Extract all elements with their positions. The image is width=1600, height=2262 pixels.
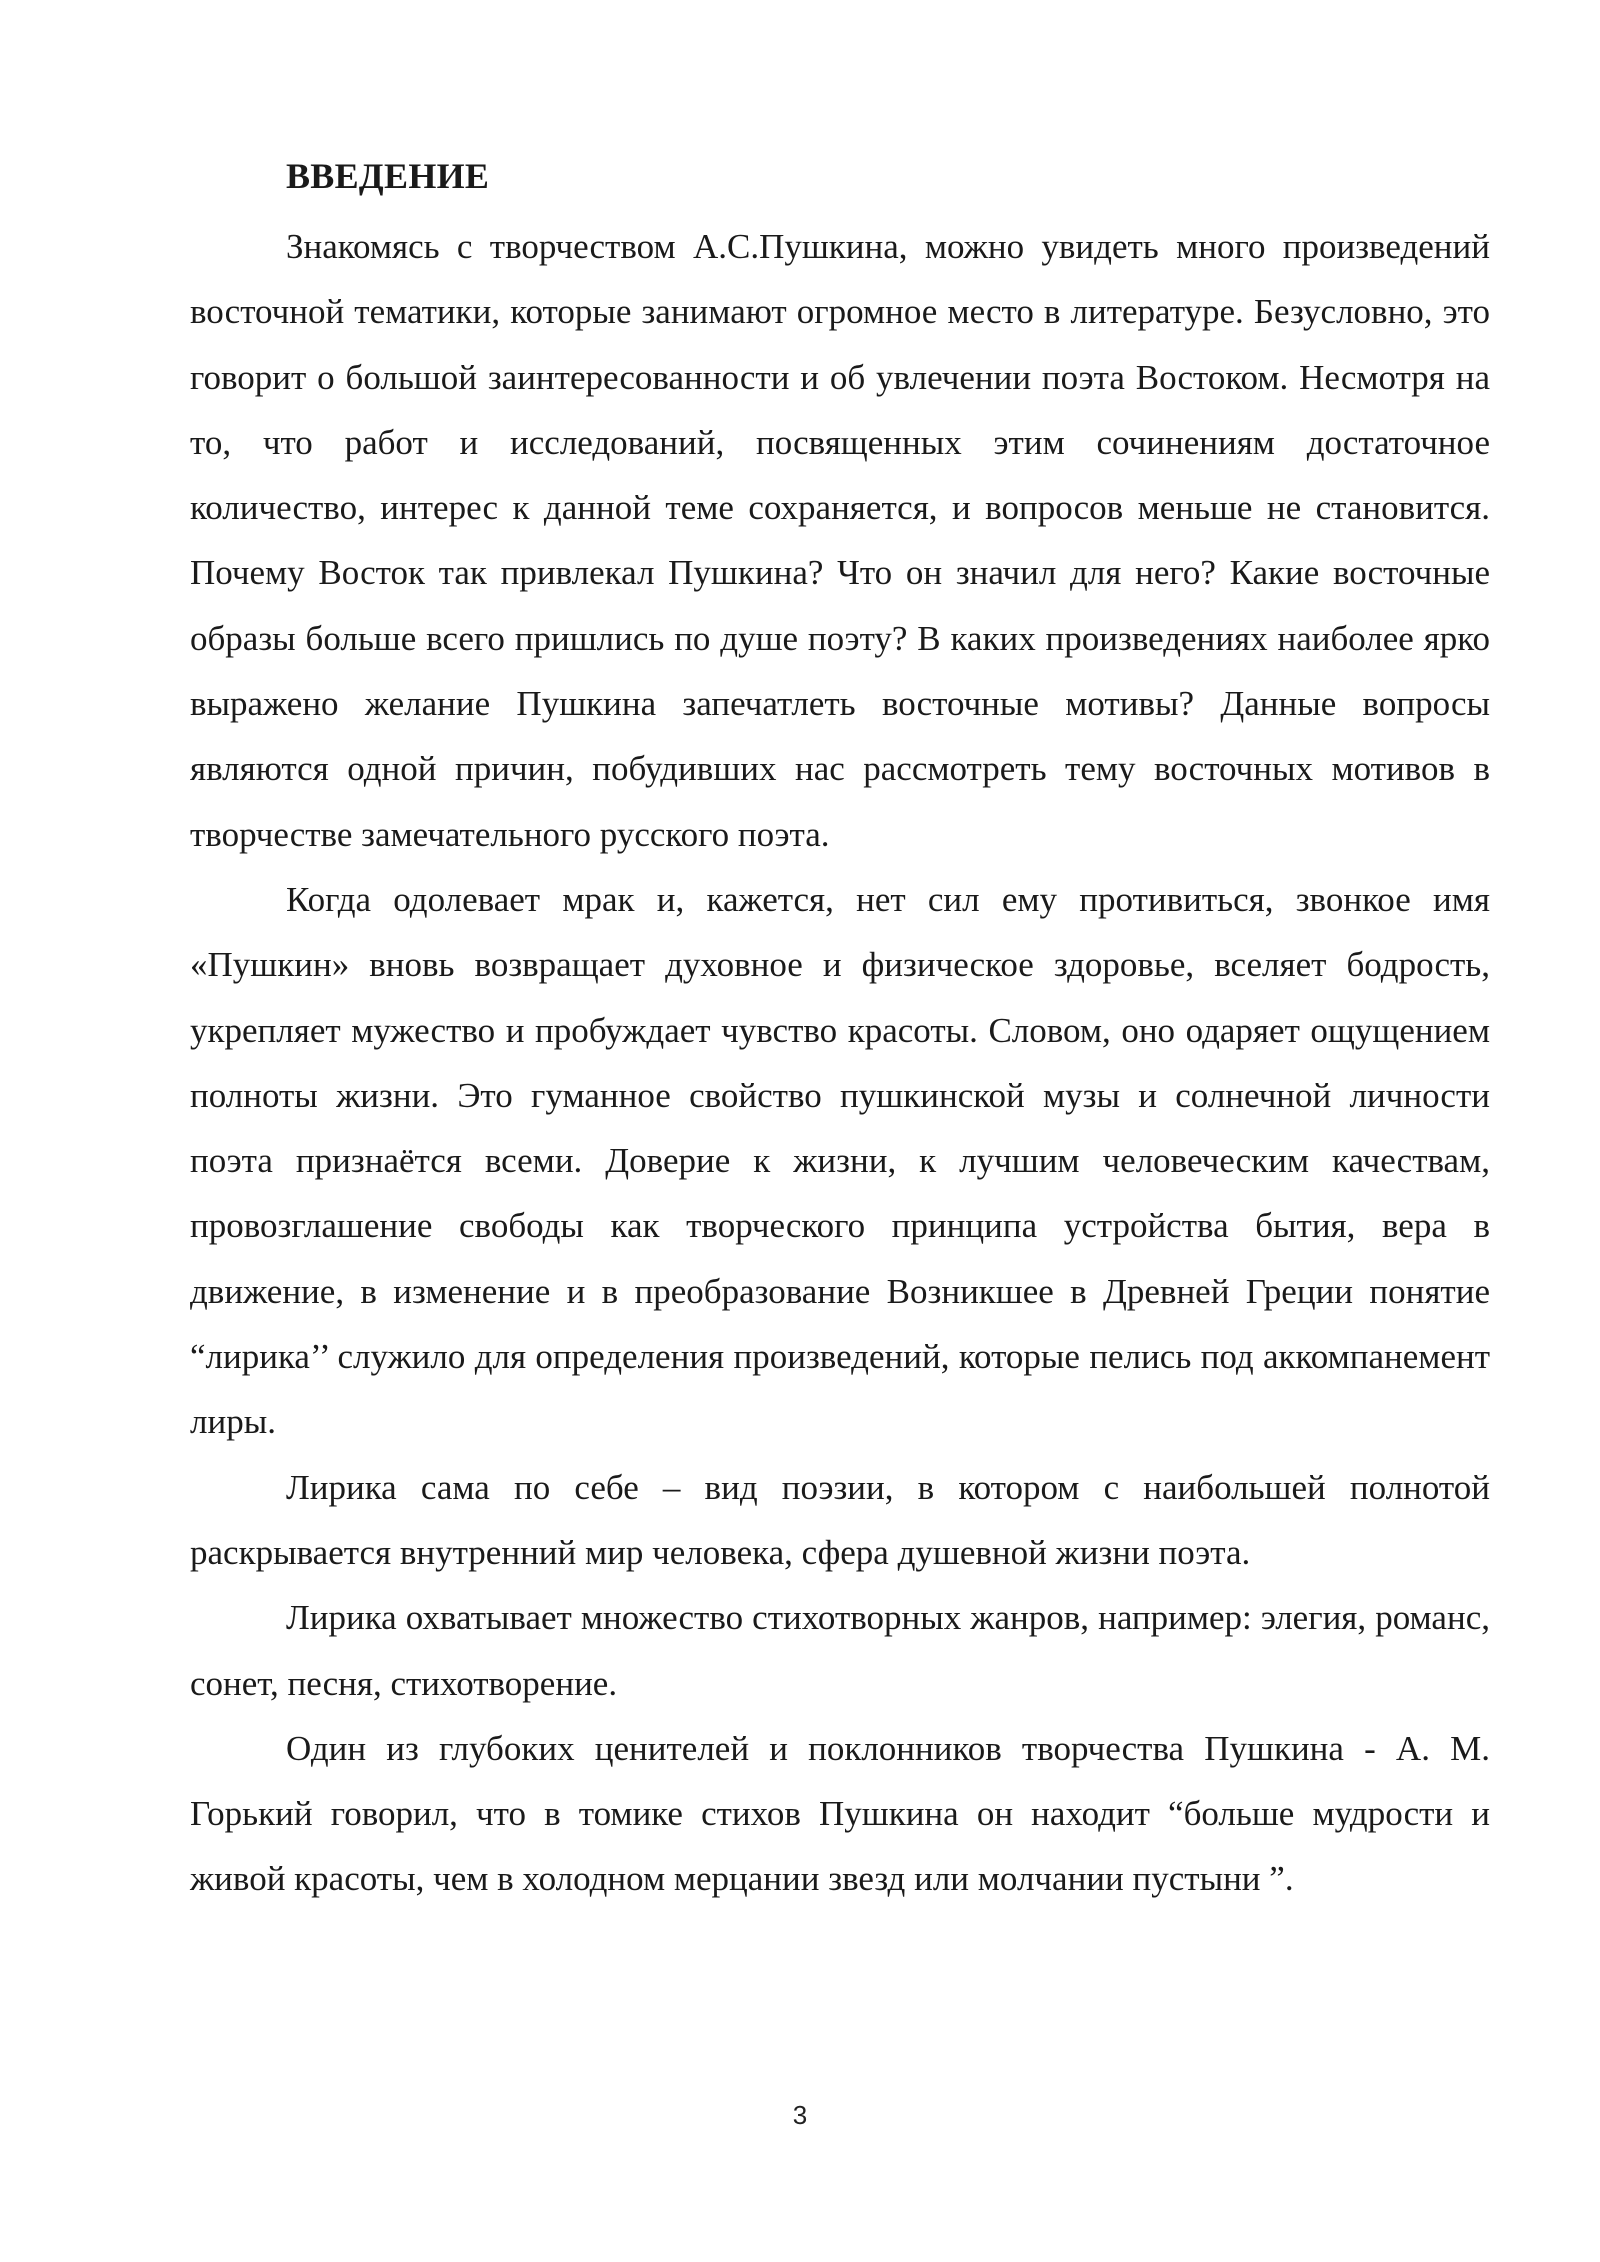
paragraph-5: Один из глубоких ценителей и поклонников творчества Пушкина - А. М. Горький говорил, что в томике стихов Пушкина он находит “больше мудрости и живой красоты, чем в холодном мерцании звезд или молчании пустыни ”. [190, 1728, 1490, 1899]
section-heading: ВВЕДЕНИЕ [286, 156, 490, 196]
paragraph-4: Лирика охватывает множество стихотворных жанров, например: элегия, романс, сонет, песня, стихотворение. [190, 1598, 1490, 1703]
page-content [190, 148, 1490, 1912]
paragraph-2: Когда одолевает мрак и, кажется, нет сил ему противиться, звонкое имя «Пушкин» вновь возвращает духовное и физическое здоровье, вселяет бодрость, укрепляет мужество и пробуждает чувство красоты. Словом, оно одаряет ощущением полноты жизни. Это гуманное свойство пушкинской музы и солнечной личности поэта признаётся всеми. Доверие к жизни, к лучшим человеческим качествам, провозглашение свободы как творческого принципа устройства бытия, вера в движение, в изменение и в преобразование Возникшее в Древней Греции понятие “лирика’’ служило для определения произведений, которые пелись под аккомпанемент лиры. [190, 879, 1490, 1442]
page-number: 3 [792, 2100, 808, 2130]
paragraph-3: Лирика сама по себе – вид поэзии, в котором с наибольшей полнотой раскрывается внутренний мир человека, сфера душевной жизни поэта. [190, 1467, 1490, 1572]
paragraph-1: Знакомясь с творчеством А.С.Пушкина, можно увидеть много произведений восточной тематики, которые занимают огромное место в литературе. Безусловно, это говорит о большой заинтересованности и об увлечении поэта Востоком. Несмотря на то, что работ и исследований, посвященных этим сочинениям достаточное количество, интерес к данной теме сохраняется, и вопросов меньше не становится. Почему Восток так привлекал Пушкина? Что он значил для него? Какие восточные образы больше всего пришлись по душе поэту? В каких произведениях наиболее ярко выражено желание Пушкина запечатлеть восточные мотивы? Данные вопросы являются одной причин, побудивших нас рассмотреть тему восточных мотивов в творчестве замечательного русского поэта. [190, 227, 1490, 854]
